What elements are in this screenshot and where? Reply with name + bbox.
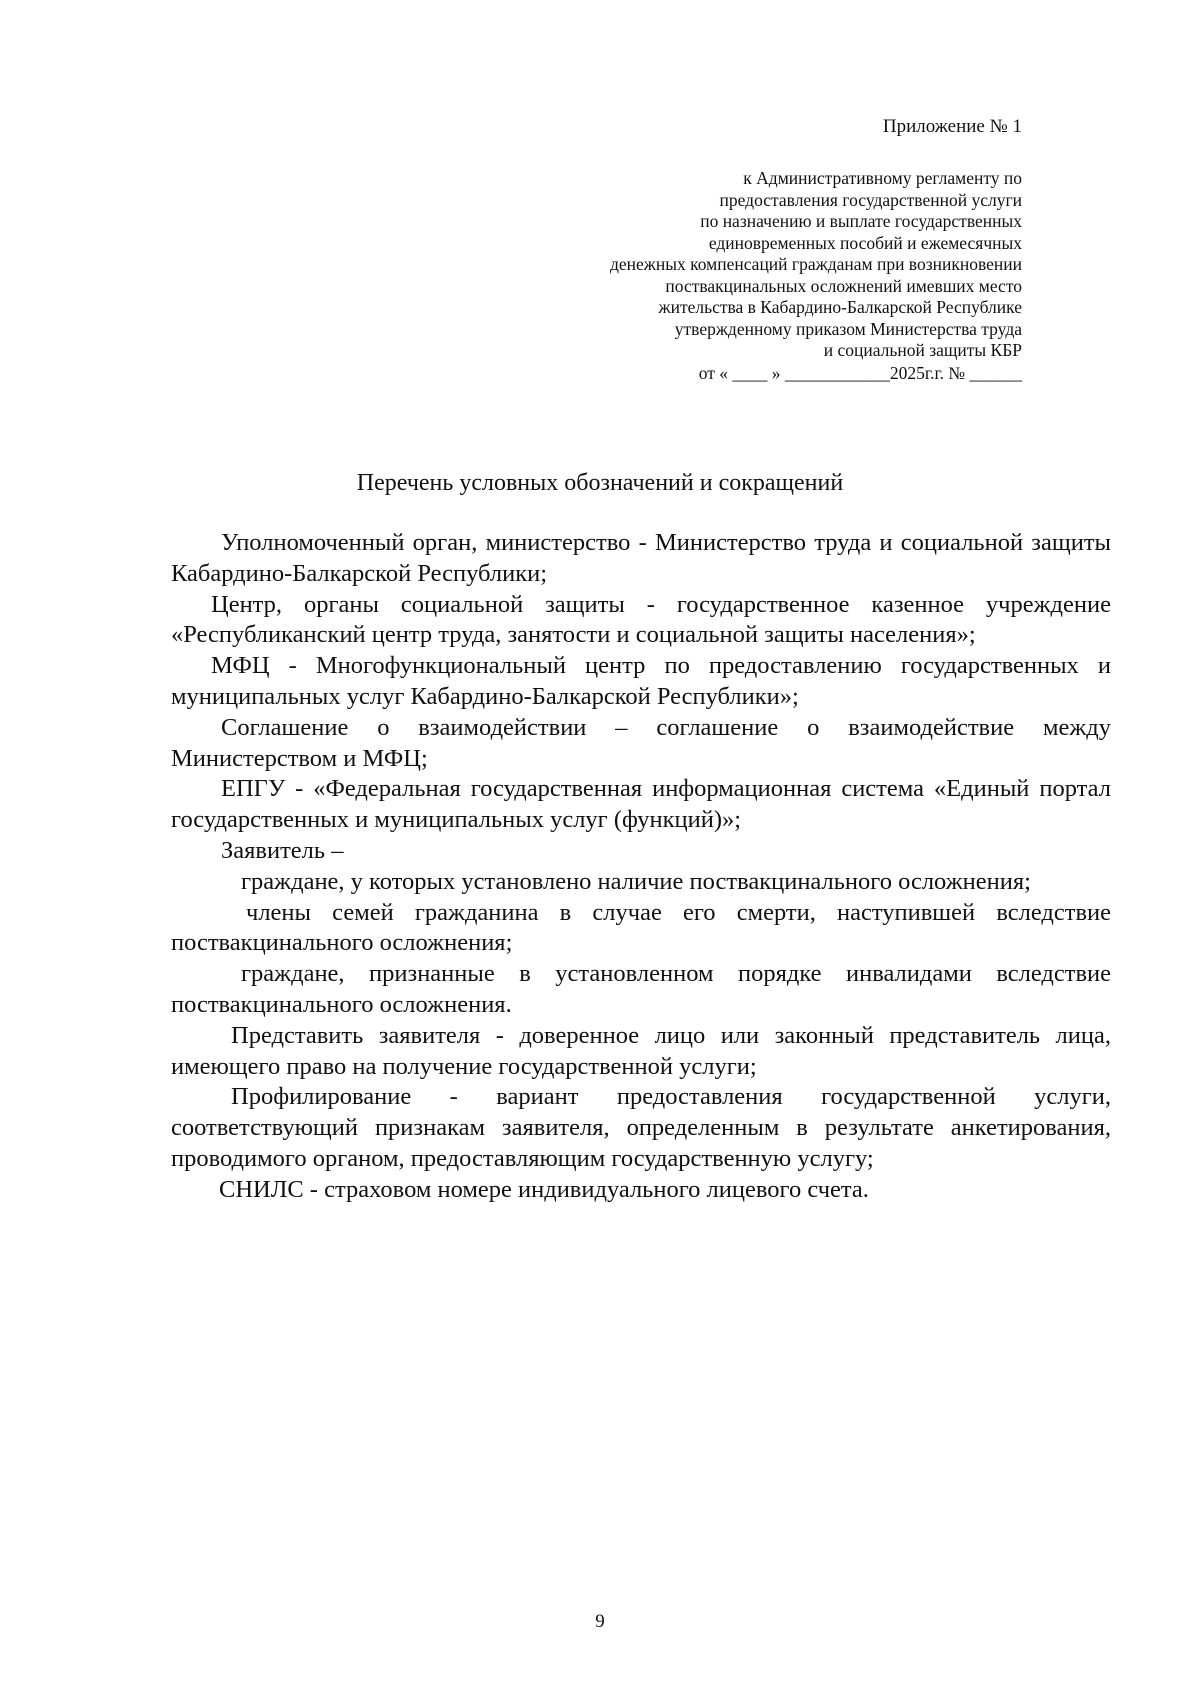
annex-reference	[610, 168, 1022, 384]
definition-paragraph: Уполномоченный орган, министерство - Министерство труда и социальной защиты Кабардино-Балкарской Республики;	[171, 529, 1111, 587]
annex-line: денежных компенсаций гражданам при возникновении	[609, 254, 1022, 274]
definition-paragraph: СНИЛС - страховом номере индивидуального лицевого счета.	[219, 1175, 869, 1203]
definition-paragraph: граждане, признанные в установленном порядке инвалидами вследствие поствакцинального осложнения.	[171, 960, 1111, 1018]
annex-line: поствакцинальных осложнений имевших место	[665, 275, 1022, 296]
annex-date-line: от « ____ » ____________2025г.г. № ______	[698, 362, 1022, 383]
annex-line: жительства в Кабардино-Балкарской Республике	[658, 297, 1022, 317]
document-title: Перечень условных обозначений и сокращений	[356, 470, 844, 496]
definition-paragraph: Представить заявителя - доверенное лицо или законный представитель лица, имеющего право на получение государственной услуги;	[171, 1021, 1111, 1080]
annex-line: и социальной защиты КБР	[823, 340, 1022, 360]
definition-paragraph: Соглашение о взаимодействии – соглашение о взаимодействие между Министерством и МФЦ;	[171, 713, 1111, 772]
definition-paragraph: ЕПГУ - «Федеральная государственная информационная система «Единый портал государственных и муниципальных услуг (функций)»;	[171, 775, 1111, 834]
definition-paragraph: члены семей гражданина в случае его смерти, наступившей вследствие поствакцинального осложнения;	[171, 898, 1111, 957]
page-number: 9	[595, 1611, 605, 1632]
annex-line: утвержденному приказом Министерства труда	[674, 318, 1022, 339]
definition-paragraph: Заявитель –	[221, 836, 344, 864]
definition-paragraph: МФЦ - Многофункциональный центр по предоставлению государственных и муниципальных услуг Кабардино-Балкарской Республики»;	[171, 652, 1111, 710]
definition-paragraph: Профилирование - вариант предоставления государственной услуги, соответствующий признакам заявителя, определенным в результате анкетирования, проводимого органом, предоставляющим государственную услугу;	[171, 1083, 1111, 1172]
annex-line: предоставления государственной услуги	[719, 189, 1022, 210]
definition-paragraph: граждане, у которых установлено наличие поствакцинального осложнения;	[241, 867, 1031, 895]
document-body	[171, 528, 1111, 1206]
annex-line: единовременных пособий и ежемесячных	[708, 232, 1022, 253]
annex-line: к Административному регламенту по	[743, 168, 1022, 188]
definition-paragraph: Центр, органы социальной защиты - государственное казенное учреждение «Республиканский центр труда, занятости и социальной защиты населения»;	[171, 590, 1111, 649]
annex-title: Приложение № 1	[882, 116, 1022, 137]
annex-line: по назначению и выплате государственных	[700, 211, 1022, 231]
